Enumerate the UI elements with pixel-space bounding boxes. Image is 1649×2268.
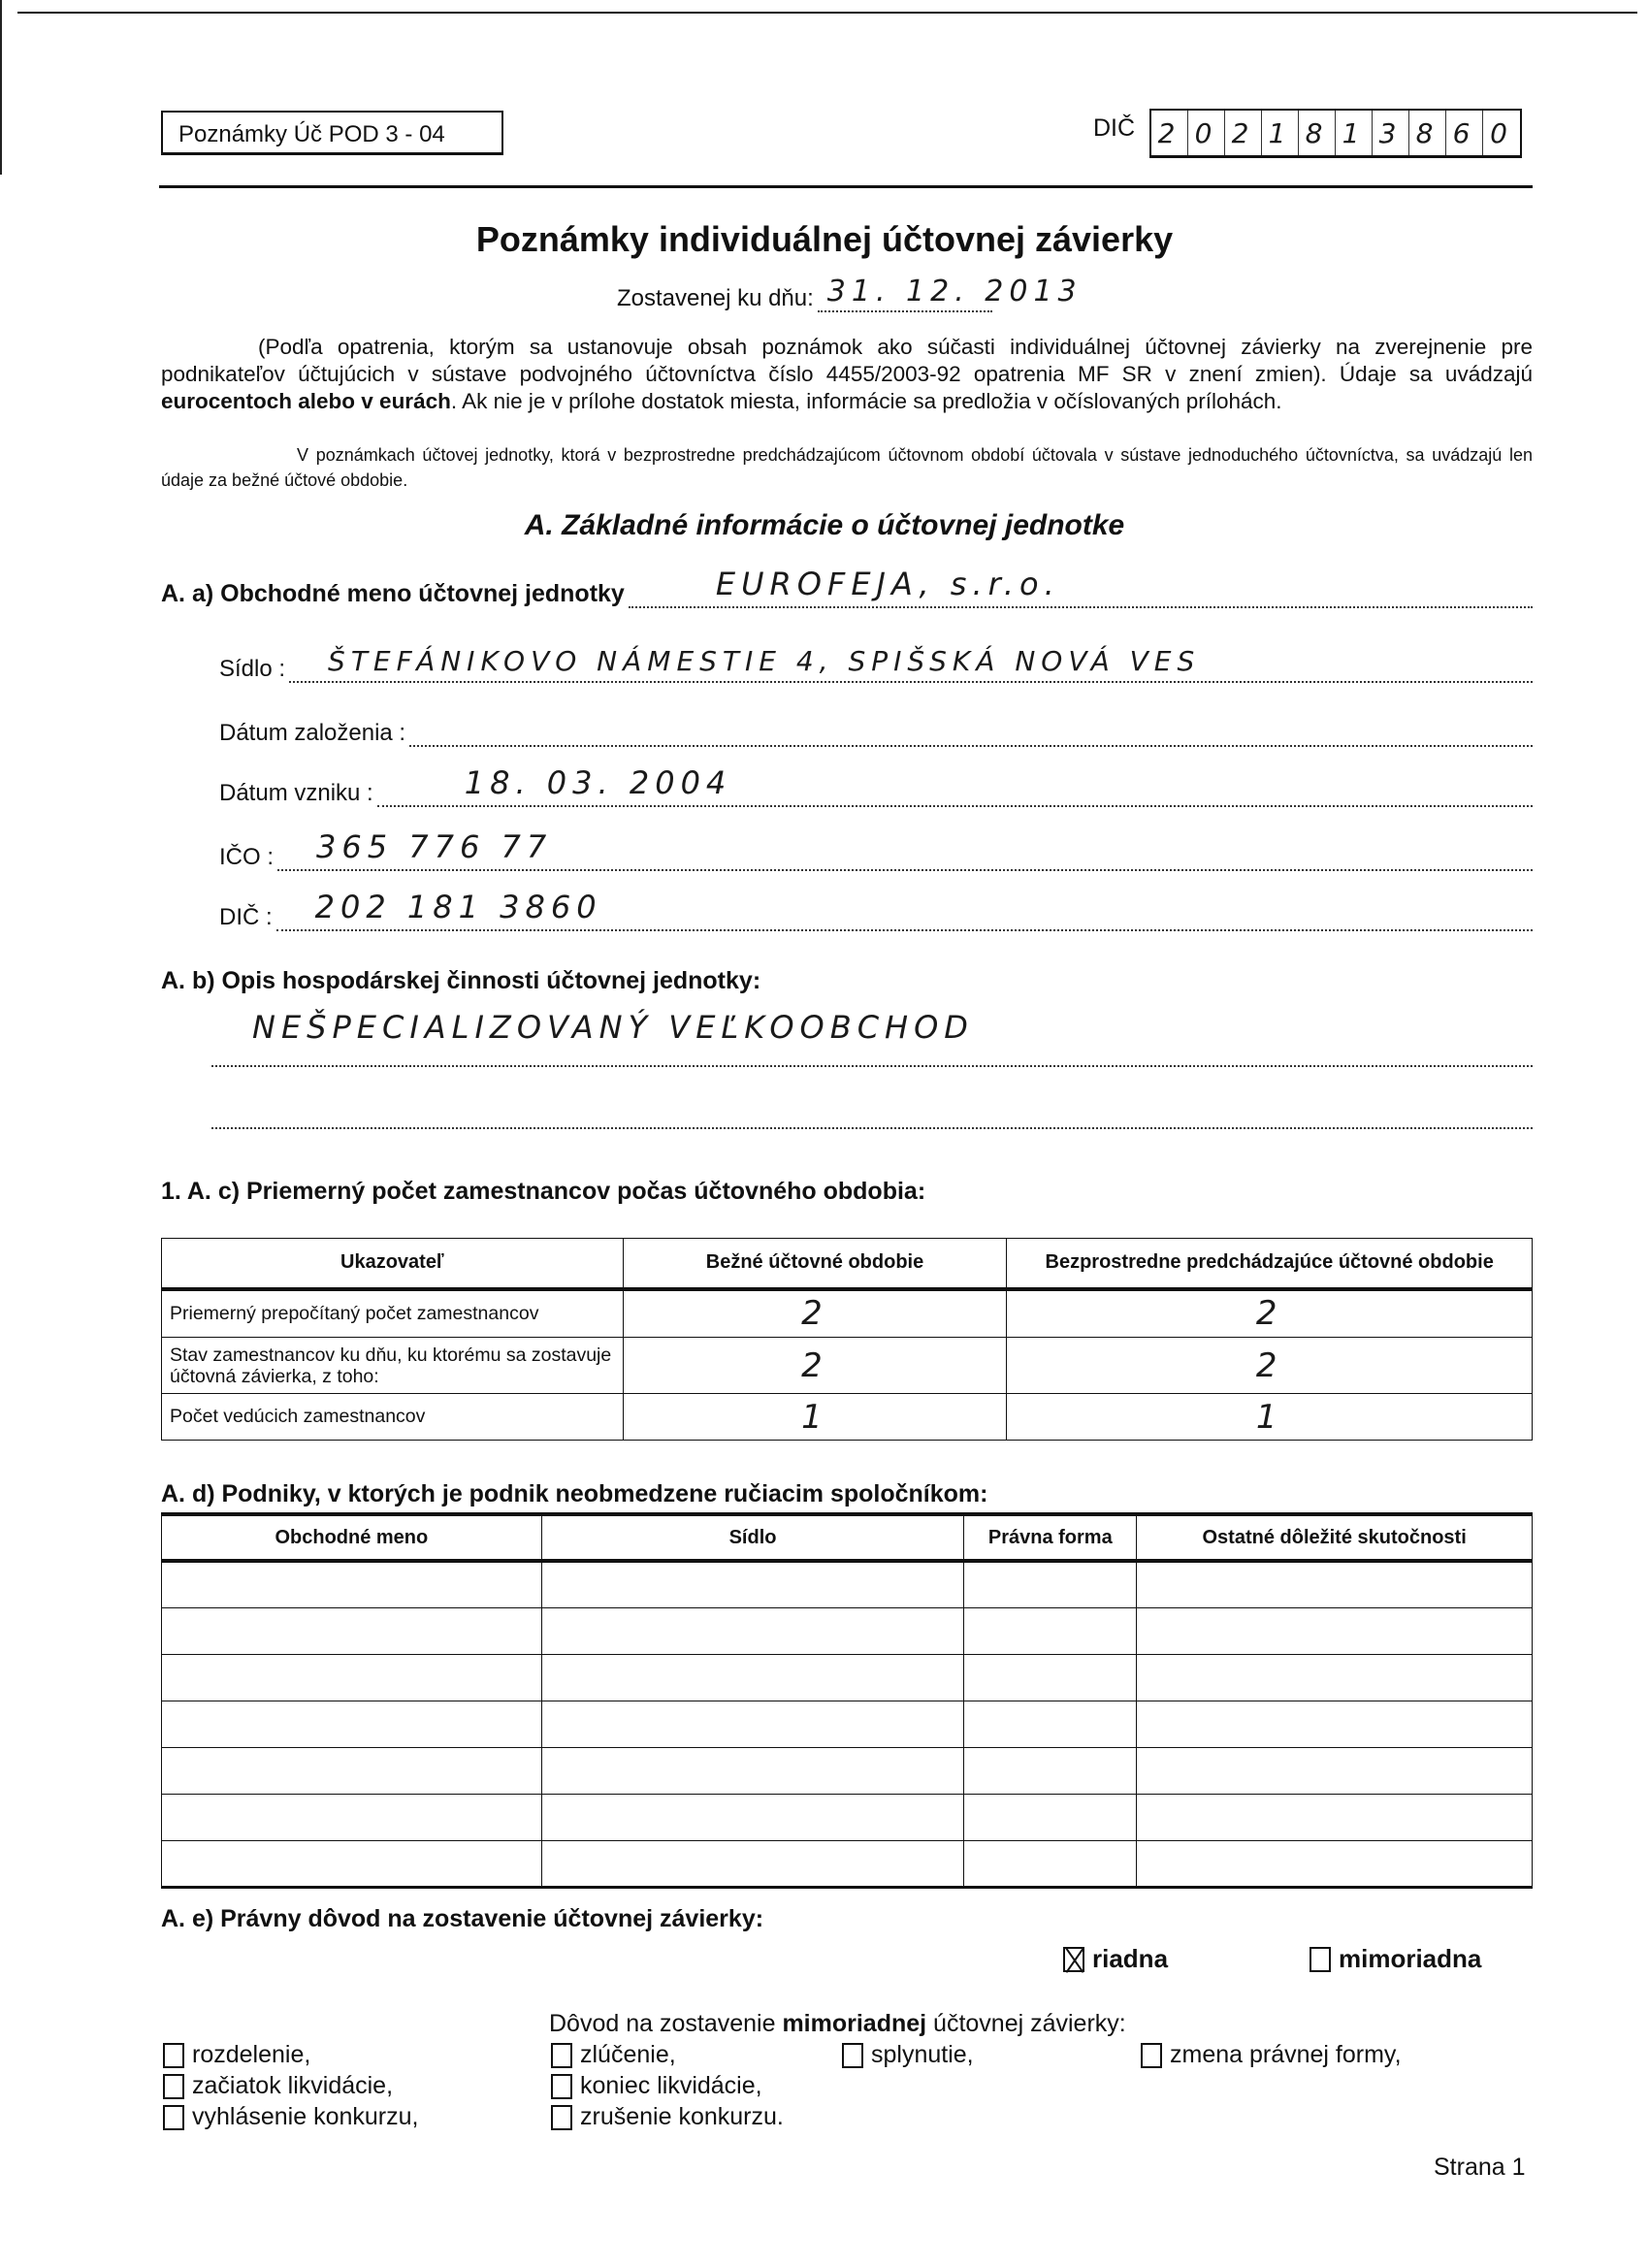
current-value-cell[interactable]: 2 bbox=[623, 1289, 1007, 1338]
seat-label: Sídlo : bbox=[219, 656, 286, 682]
seat-row bbox=[161, 645, 1533, 683]
document-title: Poznámky individuálnej účtovnej závierky bbox=[475, 219, 1174, 259]
seat-cell[interactable] bbox=[541, 1607, 964, 1654]
company-name-field[interactable] bbox=[629, 566, 1533, 608]
table-row bbox=[162, 1794, 1533, 1840]
seat-cell[interactable] bbox=[541, 1701, 964, 1747]
table-row bbox=[162, 1394, 1533, 1441]
checkbox-empty-icon[interactable] bbox=[551, 2043, 572, 2068]
seat-cell[interactable] bbox=[541, 1561, 964, 1607]
other-facts-cell[interactable] bbox=[1137, 1840, 1533, 1887]
ico-row bbox=[161, 828, 1533, 871]
reason-bankruptcy-declaration[interactable]: vyhlásenie konkurzu, bbox=[163, 2103, 418, 2131]
top-scan-rule bbox=[17, 12, 1637, 14]
intro-paragraph: (Podľa opatrenia, ktorým sa ustanovuje obsah poznámok ako súčasti individuálnej účtovnej závierky na zverejnenie pre podnikateľov účtujúcich v sústave podvojného účtovníctva číslo 4455/2003-92 opatrenia MF SR v znení zmien). Údaje sa uvádzajú eurocentoch alebo v eurách. Ak nie je v prílohe dostatok miesta, informácie sa predložia v očíslovaných prílohách. bbox=[161, 335, 1533, 413]
table-row bbox=[162, 1701, 1533, 1747]
seat-cell[interactable] bbox=[541, 1794, 964, 1840]
checkbox-empty-icon[interactable] bbox=[1310, 1947, 1331, 1972]
founded-date-row bbox=[161, 720, 1533, 747]
dic-header-label: DIČ bbox=[1093, 114, 1136, 142]
company-name-value: EUROFEJA, s.r.o. bbox=[715, 566, 1060, 602]
form-code-box: Poznámky Úč POD 3 - 04 bbox=[161, 111, 503, 155]
balance-date-field[interactable] bbox=[818, 275, 1083, 312]
left-scan-rule bbox=[0, 0, 2, 175]
checkbox-empty-icon[interactable] bbox=[163, 2043, 184, 2068]
row-label: Počet vedúcich zamestnancov bbox=[162, 1394, 624, 1441]
balance-date-row bbox=[617, 275, 1083, 312]
checkbox-empty-icon[interactable] bbox=[842, 2043, 863, 2068]
row-label: Priemerný prepočítaný počet zamestnancov bbox=[162, 1289, 624, 1338]
table-row bbox=[162, 1289, 1533, 1338]
reason-liquidation-end[interactable]: koniec likvidácie, bbox=[551, 2072, 762, 2100]
col-header-other-facts: Ostatné dôležité skutočnosti bbox=[1137, 1514, 1533, 1561]
reason-amalgamation[interactable]: splynutie, bbox=[842, 2041, 974, 2069]
checkbox-empty-icon[interactable] bbox=[551, 2105, 572, 2130]
extraordinary-reason-heading: Dôvod na zostavenie mimoriadnej účtovnej závierky: bbox=[549, 2010, 1126, 2037]
current-value-cell[interactable]: 1 bbox=[623, 1394, 1007, 1441]
previous-value-cell[interactable]: 2 bbox=[1007, 1338, 1533, 1394]
dic-digit-box[interactable]: 3 bbox=[1373, 111, 1409, 155]
seat-cell[interactable] bbox=[541, 1654, 964, 1701]
other-facts-cell[interactable] bbox=[1137, 1654, 1533, 1701]
dic-digit-box[interactable]: 8 bbox=[1299, 111, 1336, 155]
dic-label: DIČ : bbox=[219, 904, 273, 930]
checkbox-empty-icon[interactable] bbox=[163, 2105, 184, 2130]
col-header-legal-form: Právna forma bbox=[964, 1514, 1137, 1561]
established-date-field[interactable] bbox=[377, 764, 1533, 807]
activity-heading: A. b) Opis hospodárskej činnosti účtovnej jednotky: bbox=[161, 967, 761, 994]
reason-legal-form-change[interactable]: zmena právnej formy, bbox=[1141, 2041, 1402, 2069]
reason-liquidation-start[interactable]: začiatok likvidácie, bbox=[163, 2072, 393, 2100]
ico-field[interactable] bbox=[277, 828, 1533, 871]
col-header-indicator: Ukazovateľ bbox=[162, 1239, 624, 1289]
option-regular[interactable] bbox=[1063, 1944, 1168, 1974]
previous-value-cell[interactable]: 2 bbox=[1007, 1289, 1533, 1338]
company-name-cell[interactable] bbox=[162, 1701, 542, 1747]
dic-row bbox=[161, 889, 1533, 931]
dic-digit-boxes bbox=[1149, 109, 1522, 158]
col-header-previous: Bezprostredne predchádzajúce účtovné obdobie bbox=[1007, 1239, 1533, 1289]
enterprises-table bbox=[161, 1512, 1533, 1889]
activity-line-1[interactable] bbox=[211, 1063, 1533, 1067]
option-regular-label: riadna bbox=[1092, 1944, 1169, 1973]
established-date-row bbox=[161, 764, 1533, 807]
other-facts-cell[interactable] bbox=[1137, 1701, 1533, 1747]
dic-digit-box[interactable]: 2 bbox=[1225, 111, 1262, 155]
employees-table bbox=[161, 1238, 1533, 1441]
option-extraordinary-label: mimoriadna bbox=[1339, 1944, 1482, 1973]
other-facts-cell[interactable] bbox=[1137, 1607, 1533, 1654]
table-row bbox=[162, 1840, 1533, 1887]
dic-digit-box[interactable]: 1 bbox=[1262, 111, 1299, 155]
legal-form-cell[interactable] bbox=[964, 1607, 1137, 1654]
header-divider bbox=[159, 185, 1533, 188]
dic-digit-box[interactable]: 8 bbox=[1409, 111, 1446, 155]
checkbox-empty-icon[interactable] bbox=[163, 2074, 184, 2099]
table-row bbox=[162, 1607, 1533, 1654]
dic-digit-box[interactable]: 6 bbox=[1446, 111, 1483, 155]
dic-digit-box[interactable]: 0 bbox=[1188, 111, 1225, 155]
col-header-seat: Sídlo bbox=[541, 1514, 964, 1561]
company-name-row bbox=[161, 566, 1533, 608]
dic-digit-box[interactable]: 2 bbox=[1151, 111, 1188, 155]
col-header-current: Bežné účtovné obdobie bbox=[623, 1239, 1007, 1289]
other-facts-cell[interactable] bbox=[1137, 1747, 1533, 1794]
table-row bbox=[162, 1561, 1533, 1607]
checkbox-empty-icon[interactable] bbox=[1141, 2043, 1162, 2068]
ico-value: 365 776 77 bbox=[316, 828, 553, 865]
company-name-cell[interactable] bbox=[162, 1607, 542, 1654]
other-facts-cell[interactable] bbox=[1137, 1561, 1533, 1607]
dic-digit-box[interactable]: 0 bbox=[1490, 116, 1513, 149]
legal-form-cell[interactable] bbox=[964, 1747, 1137, 1794]
founded-date-label: Dátum založenia : bbox=[219, 720, 406, 746]
legal-form-cell[interactable] bbox=[964, 1561, 1137, 1607]
seat-value: ŠTEFÁNIKOVO NÁMESTIE 4, SPIŠSKÁ NOVÁ VES bbox=[328, 645, 1201, 677]
checkbox-empty-icon[interactable] bbox=[551, 2074, 572, 2099]
legal-form-cell[interactable] bbox=[964, 1840, 1137, 1887]
previous-value-cell[interactable]: 1 bbox=[1007, 1394, 1533, 1441]
balance-date-value: 31. 12. 2013 bbox=[826, 275, 1083, 308]
company-name-cell[interactable] bbox=[162, 1794, 542, 1840]
section-a-heading: A. Základné informácie o účtovnej jednotke bbox=[524, 509, 1125, 541]
employees-heading: 1. A. c) Priemerný počet zamestnancov počas účtovného obdobia: bbox=[161, 1178, 926, 1205]
col-header-company-name: Obchodné meno bbox=[162, 1514, 542, 1561]
legal-form-cell[interactable] bbox=[964, 1654, 1137, 1701]
company-name-cell[interactable] bbox=[162, 1654, 542, 1701]
ico-label: IČO : bbox=[219, 844, 275, 870]
checkbox-checked-icon[interactable] bbox=[1063, 1947, 1084, 1972]
activity-line-2[interactable] bbox=[211, 1125, 1533, 1129]
dic-digit-box[interactable]: 1 bbox=[1336, 111, 1373, 155]
company-name-cell[interactable] bbox=[162, 1840, 542, 1887]
seat-cell[interactable] bbox=[541, 1747, 964, 1794]
row-label: Stav zamestnancov ku dňu, ku ktorému sa zostavuje účtovná závierka, z toho: bbox=[162, 1338, 624, 1394]
reason-bankruptcy-cancel[interactable]: zrušenie konkurzu. bbox=[551, 2103, 784, 2131]
balance-date-label: Zostavenej ku dňu: bbox=[617, 285, 814, 311]
dic-value: 202 181 3860 bbox=[314, 889, 602, 925]
founded-date-field[interactable] bbox=[409, 722, 1533, 747]
legal-reason-heading: A. e) Právny dôvod na zostavenie účtovnej závierky: bbox=[161, 1905, 764, 1932]
company-name-label: A. a) Obchodné meno účtovnej jednotky bbox=[161, 580, 625, 607]
established-date-label: Dátum vzniku : bbox=[219, 780, 373, 806]
company-name-cell[interactable] bbox=[162, 1561, 542, 1607]
seat-field[interactable] bbox=[289, 645, 1533, 683]
company-name-cell[interactable] bbox=[162, 1747, 542, 1794]
dic-field[interactable] bbox=[276, 889, 1533, 931]
activity-line-1-value: NEŠPECIALIZOVANÝ VEĽKOOBCHOD bbox=[252, 1009, 974, 1046]
other-facts-cell[interactable] bbox=[1137, 1794, 1533, 1840]
note-paragraph: V poznámkach účtovej jednotky, ktorá v bezprostredne predchádzajúcom účtovnom období účtovala v sústave jednoduchého účtovníctva, sa uvádzajú len údaje za bežné účtové obdobie. bbox=[161, 445, 1533, 490]
page-number: Strana 1 bbox=[1434, 2154, 1526, 2181]
table-row bbox=[162, 1747, 1533, 1794]
option-extraordinary[interactable] bbox=[1310, 1944, 1481, 1974]
legal-form-cell[interactable] bbox=[964, 1701, 1137, 1747]
reason-division[interactable]: rozdelenie, bbox=[163, 2041, 310, 2069]
current-value-cell[interactable]: 2 bbox=[623, 1338, 1007, 1394]
reason-merger[interactable]: zlúčenie, bbox=[551, 2041, 676, 2069]
established-date-value: 18. 03. 2004 bbox=[464, 764, 732, 801]
legal-form-cell[interactable] bbox=[964, 1794, 1137, 1840]
table-row bbox=[162, 1654, 1533, 1701]
seat-cell[interactable] bbox=[541, 1840, 964, 1887]
table-row bbox=[162, 1338, 1533, 1394]
enterprises-heading: A. d) Podniky, v ktorých je podnik neobmedzene ručiacim spoločníkom: bbox=[161, 1480, 988, 1507]
